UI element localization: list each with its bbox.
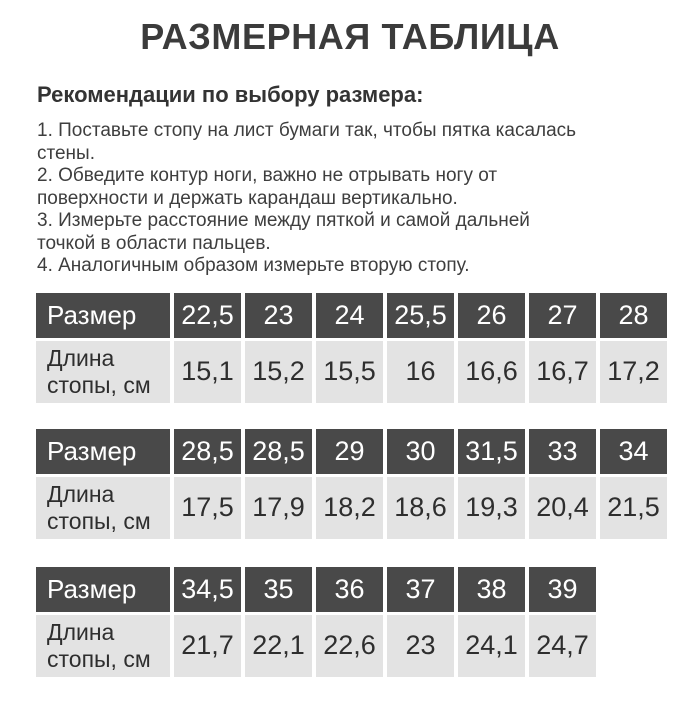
length-row-label: Длина стопы, см: [36, 477, 170, 539]
length-cell: 24,7: [529, 615, 596, 677]
size-table-3-length-row: [36, 615, 700, 677]
instruction-3-line-2: точкой в области пальцев.: [37, 232, 271, 254]
instruction-1-line-1: 1. Поставьте стопу на лист бумаги так, чтобы пятка касалась: [37, 120, 577, 141]
size-cell: 28,5: [174, 429, 241, 474]
instruction-1-line-2: стены.: [37, 142, 95, 164]
length-cell: 16: [387, 341, 454, 403]
size-guide-page: [0, 16, 700, 716]
length-cell: 21,5: [600, 477, 667, 539]
length-cell: 17,5: [174, 477, 241, 539]
size-cell: 25,5: [387, 293, 454, 338]
size-cell: 38: [458, 567, 525, 612]
length-cell: 15,1: [174, 341, 241, 403]
size-cell: 24: [316, 293, 383, 338]
size-cell: 34: [600, 429, 667, 474]
size-cell: 33: [529, 429, 596, 474]
size-cell: 28: [600, 293, 667, 338]
instruction-2-line-1: 2. Обведите контур ноги, важно не отрывать ногу от: [37, 165, 498, 186]
recommendations-heading: Рекомендации по выбору размера:: [37, 82, 424, 107]
size-table-2-length-row: [36, 477, 700, 539]
size-table-1-length-row: [36, 341, 700, 403]
length-row-label: Длина стопы, см: [36, 341, 170, 403]
length-cell: 19,3: [458, 477, 525, 539]
length-cell: 24,1: [458, 615, 525, 677]
length-cell: 16,6: [458, 341, 525, 403]
length-cell: 22,1: [245, 615, 312, 677]
size-cell: 26: [458, 293, 525, 338]
length-cell: 22,6: [316, 615, 383, 677]
instruction-3-line-1: 3. Измерьте расстояние между пяткой и самой дальней: [37, 210, 530, 231]
size-row-label: Размер: [36, 567, 170, 612]
length-cell: 15,5: [316, 341, 383, 403]
page-title: РАЗМЕРНАЯ ТАБЛИЦА: [140, 16, 560, 57]
size-table-1: [36, 293, 700, 403]
length-cell: 16,7: [529, 341, 596, 403]
size-table-2: [36, 429, 700, 539]
length-cell: 21,7: [174, 615, 241, 677]
size-cell: 36: [316, 567, 383, 612]
length-cell: 17,9: [245, 477, 312, 539]
size-row-label: Размер: [36, 293, 170, 338]
length-cell: 20,4: [529, 477, 596, 539]
size-table-2-size-row: [36, 429, 700, 474]
instruction-2-line-2: поверхности и держать карандаш вертикально.: [37, 187, 458, 209]
instruction-4-line-1: 4. Аналогичным образом измерьте вторую стопу.: [37, 255, 470, 276]
size-cell: 31,5: [458, 429, 525, 474]
size-row-label: Размер: [36, 429, 170, 474]
size-cell: 29: [316, 429, 383, 474]
size-cell: 30: [387, 429, 454, 474]
size-table-3: [36, 567, 700, 677]
size-cell: 39: [529, 567, 596, 612]
size-cell: 35: [245, 567, 312, 612]
length-cell: 17,2: [600, 341, 667, 403]
size-cell: 28,5: [245, 429, 312, 474]
size-table-3-size-row: [36, 567, 700, 612]
length-cell: 18,6: [387, 477, 454, 539]
length-cell: 18,2: [316, 477, 383, 539]
length-cell: 23: [387, 615, 454, 677]
size-table-1-size-row: [36, 293, 700, 338]
size-cell: 37: [387, 567, 454, 612]
length-cell: 15,2: [245, 341, 312, 403]
size-cell: 34,5: [174, 567, 241, 612]
size-cell: 22,5: [174, 293, 241, 338]
instructions-list: [37, 120, 672, 278]
size-cell: 23: [245, 293, 312, 338]
length-row-label: Длина стопы, см: [36, 615, 170, 677]
size-cell: 27: [529, 293, 596, 338]
